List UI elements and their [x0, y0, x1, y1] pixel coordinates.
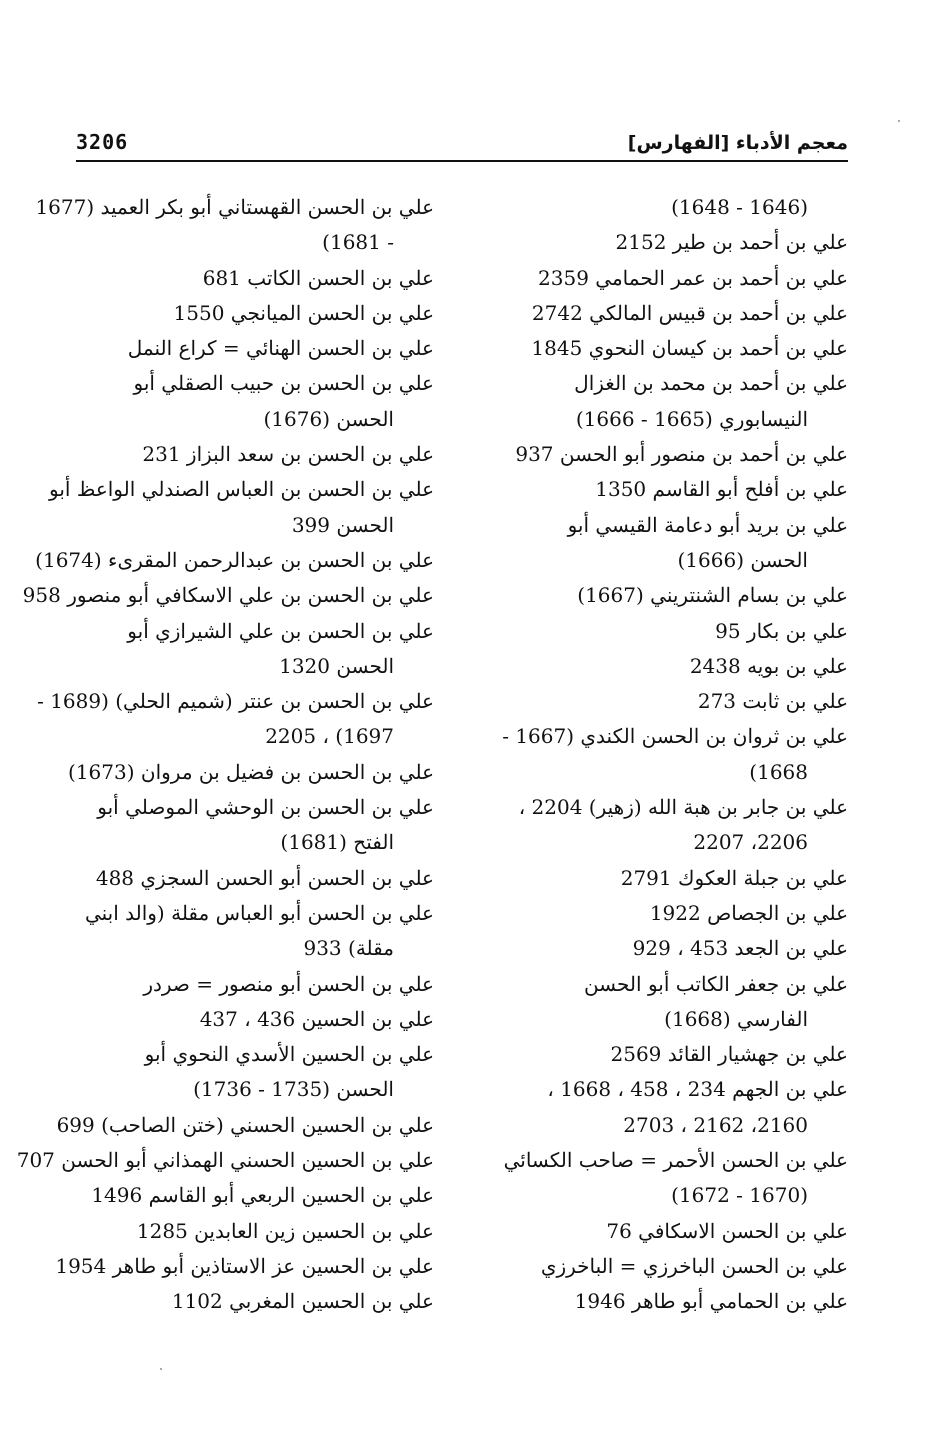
index-entry-continuation: 1697) ، 2205 [265, 724, 394, 749]
index-entry: علي بن الحسن الميانجي 1550 [173, 300, 434, 325]
index-entry: علي بن أفلح أبو القاسم 1350 [595, 477, 848, 502]
index-entry: علي بن الحسين 436 ، 437 [199, 1006, 434, 1031]
index-entry: علي بن جابر بن هبة الله (زهير) 2204 ، [518, 795, 848, 820]
index-entry: علي بن الحسن الاسكافي 76 [606, 1218, 848, 1243]
index-entry-continuation: 1668) [749, 759, 808, 784]
index-entry: علي بن الحسن بن العباس الصندلي الواعظ أبو [49, 477, 434, 502]
index-entry: علي بن الحسن بن عنتر (شميم الحلي) (1689 - [37, 689, 434, 714]
index-entry-continuation: الحسن (1735 - 1736) [193, 1077, 394, 1102]
index-entry-continuation: 2206، 2207 [693, 830, 808, 855]
index-entry: علي بن الحسن الأحمر = صاحب الكسائي [503, 1148, 848, 1173]
index-entry: علي بن الحسين الربعي أبو القاسم 1496 [91, 1183, 434, 1208]
index-entry: علي بن الجعد 453 ، 929 [632, 936, 848, 961]
index-entry: علي بن بسام الشنتريني (1667) [577, 583, 848, 608]
index-entry-continuation: الفتح (1681) [280, 830, 394, 855]
index-entry: علي بن بكار 95 [715, 618, 848, 643]
index-entry-continuation: الحسن (1676) [263, 406, 394, 431]
index-entry: علي بن الحسين الحسني الهمذاني أبو الحسن 707 [16, 1148, 434, 1173]
index-entry: علي بن جبلة العكوك 2791 [620, 865, 848, 890]
index-entry: علي بن الحسن الهنائي = كراع النمل [127, 336, 434, 361]
index-entry: علي بن الحمامي أبو طاهر 1946 [574, 1289, 848, 1314]
index-entry: علي بن الحسين المغربي 1102 [171, 1289, 434, 1314]
index-entry-continuation: - 1681) [322, 230, 394, 255]
index-entry: علي بن جهشيار القائد 2569 [610, 1042, 848, 1067]
index-entry-continuation: مقلة) 933 [303, 936, 394, 961]
margin-mark [160, 1368, 162, 1370]
index-entry: علي بن الحسن أبو العباس مقلة (والد ابني [84, 900, 434, 925]
index-entry-continuation: النيسابوري (1665 - 1666) [575, 406, 808, 431]
index-entry-continuation: 2160، 2162 ، 2703 [623, 1112, 808, 1137]
index-entry: علي بن أحمد بن محمد بن الغزال [574, 371, 848, 396]
index-entry: علي بن الحسن أبو منصور = صردر [143, 971, 434, 996]
index-entry: علي بن أحمد بن منصور أبو الحسن 937 [515, 442, 848, 467]
index-entry: علي بن الحسن الباخرزي = الباخرزي [540, 1253, 848, 1278]
index-column-right [490, 190, 848, 1320]
index-entry: علي بن الحسن أبو الحسن السجزي 488 [95, 865, 434, 890]
index-entry: علي بن الحسين الأسدي النحوي أبو [144, 1042, 434, 1067]
index-entry-continuation: الحسن 399 [291, 512, 394, 537]
index-entry: علي بن أحمد بن قبيس المالكي 2742 [531, 300, 848, 325]
index-entry-continuation: (1646 - 1648) [671, 195, 808, 219]
index-entry: علي بن جعفر الكاتب أبو الحسن [583, 971, 848, 996]
index-entry: علي بن الحسن بن علي الشيرازي أبو [127, 618, 434, 643]
index-entry: علي بن الحسن بن فضيل بن مروان (1673) [68, 759, 434, 784]
running-title: معجم الأدباء [الفهارس] [627, 132, 848, 154]
index-entry-continuation: الفارسي (1668) [664, 1006, 808, 1031]
index-entry: علي بن الحسن بن عبدالرحمن المقرىء (1674) [35, 547, 434, 572]
page-number: 3206 [76, 130, 129, 154]
index-entry: علي بن بريد أبو دعامة القيسي أبو [567, 512, 848, 537]
page-header [76, 120, 848, 162]
index-entry-continuation: الحسن (1666) [677, 547, 808, 572]
index-entry: علي بن الحسن القهستاني أبو بكر العميد (1677 [35, 195, 434, 219]
index-entry-continuation: الحسن 1320 [279, 653, 394, 678]
index-column-left [16, 190, 434, 1320]
index-entry: علي بن الحسين زين العابدين 1285 [136, 1218, 434, 1243]
index-entry: علي بن الحسن بن الوحشي الموصلي أبو [97, 795, 434, 820]
index-entry: علي بن الحسين الحسني (ختن الصاحب) 699 [56, 1112, 434, 1137]
index-entry: علي بن الحسن الكاتب 681 [202, 265, 434, 290]
index-entry: علي بن ثروان بن الحسن الكندي (1667 - [502, 724, 848, 749]
index-entry: علي بن أحمد بن عمر الحمامي 2359 [538, 265, 848, 290]
index-entry: علي بن الجهم 234 ، 458 ، 1668 ، [547, 1077, 848, 1102]
index-entry: علي بن الجصاص 1922 [649, 900, 848, 925]
index-entry: علي بن ثابت 273 [697, 689, 848, 714]
index-entry: علي بن الحسن بن علي الاسكافي أبو منصور 958 [22, 583, 434, 608]
index-entry: علي بن الحسن بن حبيب الصقلي أبو [133, 371, 434, 396]
index-entry: علي بن الحسن بن سعد البزاز 231 [142, 442, 434, 467]
margin-mark [898, 120, 900, 122]
index-entry: علي بن أحمد بن كيسان النحوي 1845 [531, 336, 848, 361]
index-entry: علي بن أحمد بن طير 2152 [615, 230, 848, 255]
index-entry-continuation: (1670 - 1672) [671, 1183, 808, 1208]
index-entry: علي بن الحسين عز الاستاذين أبو طاهر 1954 [55, 1253, 434, 1278]
index-entry: علي بن بويه 2438 [689, 653, 848, 678]
